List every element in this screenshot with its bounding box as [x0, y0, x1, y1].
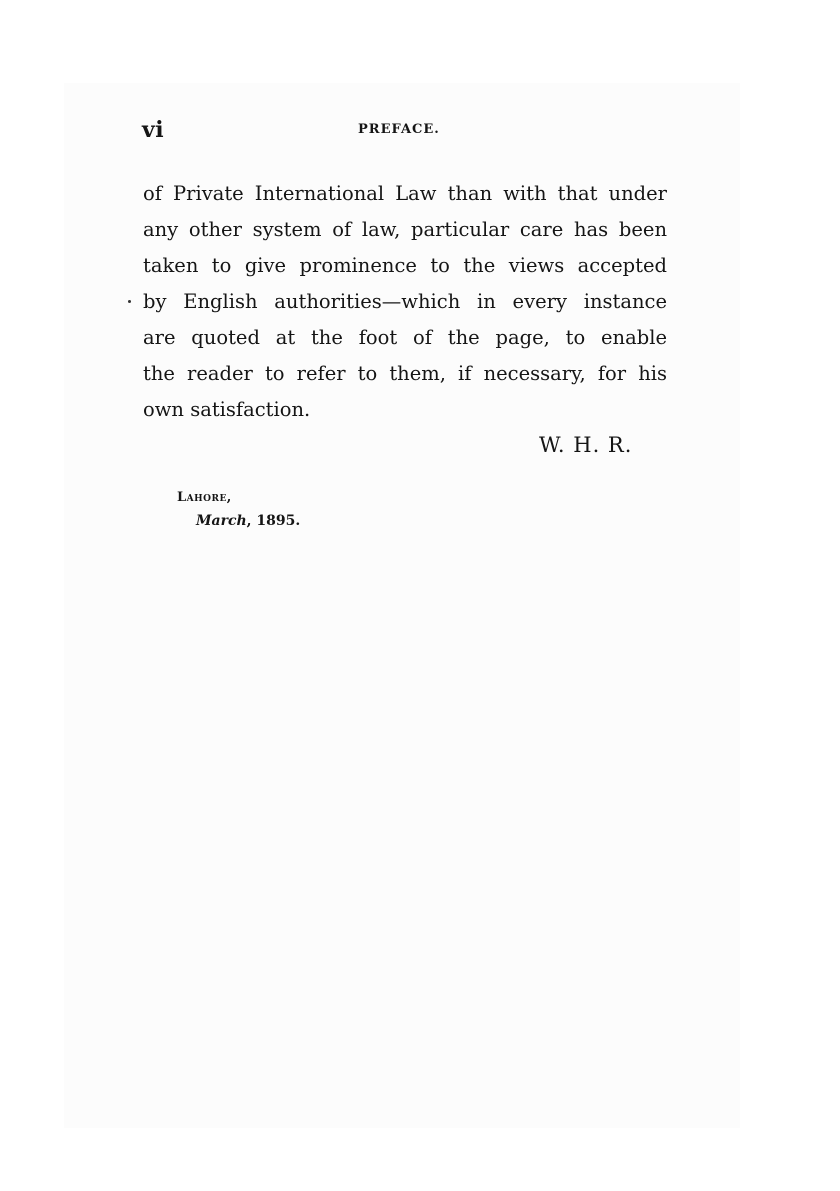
margin-mark	[128, 300, 131, 303]
running-title: PREFACE.	[358, 122, 440, 137]
text-line: any other system of law, particular care has been	[143, 218, 667, 241]
dateline-date	[196, 513, 300, 529]
text-line: taken to give prominence to the views accepted	[143, 254, 667, 277]
text-line: are quoted at the foot of the page, to enable	[143, 326, 667, 349]
text-line: the reader to refer to them, if necessary, for his	[143, 362, 667, 385]
dateline-month: March	[196, 513, 247, 529]
dateline-place: Lahore,	[177, 490, 232, 505]
text-line: own satisfaction.	[143, 398, 311, 421]
text-line: by English authorities—which in every instance	[143, 290, 667, 313]
text-line: of Private International Law than with that under	[143, 182, 667, 205]
dateline-year: , 1895.	[246, 513, 301, 529]
author-initials: W. H. R.	[539, 433, 633, 457]
page-number: vi	[142, 117, 165, 143]
running-head	[0, 117, 840, 147]
preface-paragraph	[143, 176, 667, 428]
